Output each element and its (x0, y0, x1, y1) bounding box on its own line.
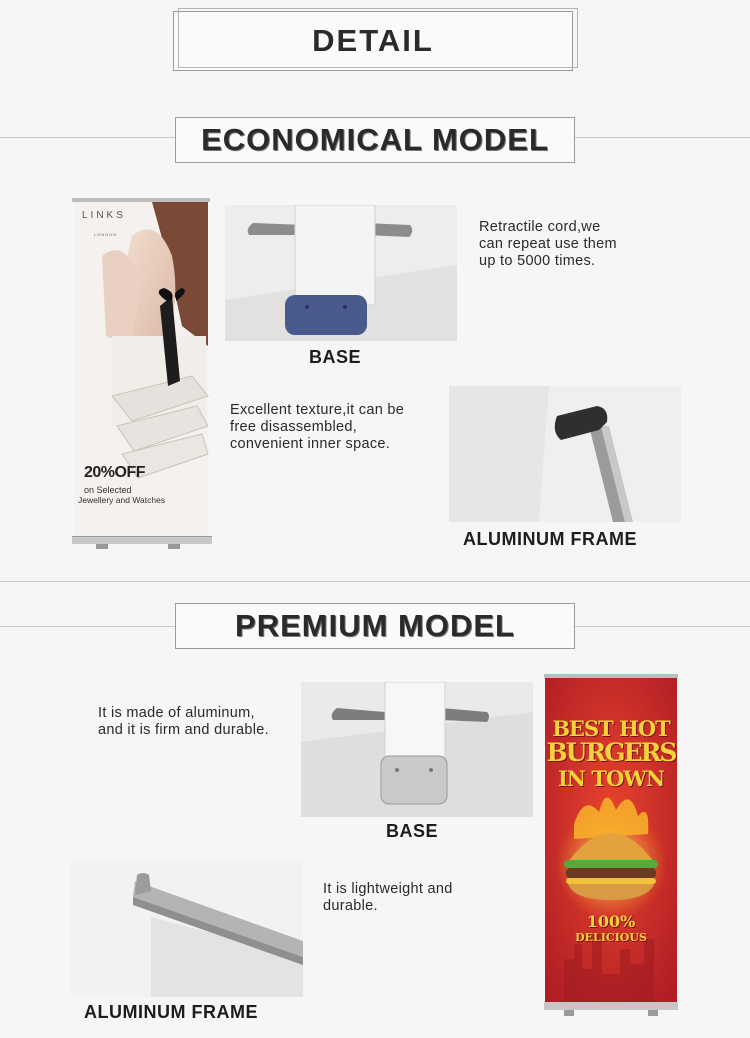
premium-frame-photo (71, 861, 303, 997)
premium-title-box (175, 603, 575, 649)
base-image (225, 205, 457, 341)
aluminum-frame-image (449, 386, 681, 522)
banner-line2: BURGERS (546, 738, 676, 767)
economical-title-box (175, 117, 575, 163)
economical-banner-stand (72, 196, 212, 552)
economical-frame-caption: ALUMINUM FRAME (463, 529, 637, 549)
banner-brand-sub: LONDON (94, 232, 118, 237)
premium-material-desc: It is made of aluminum, and it is firm and durable. (98, 705, 269, 738)
detail-title: DETAIL (312, 23, 434, 58)
banner-badge2: DELICIOUS (575, 931, 647, 944)
economical-base-photo (225, 205, 457, 341)
banner-brand: LINKS (82, 210, 126, 221)
banner-line3: IN TOWN (557, 766, 665, 791)
premium-weight-desc: It is lightweight and durable. (323, 881, 453, 914)
banner-offer-line2: Jewellery and Watches (78, 495, 166, 505)
banner-badge1: 100% (586, 912, 636, 931)
banner-offer: 20%OFF (84, 464, 146, 481)
economical-frame-photo (449, 386, 681, 522)
premium-base-caption: BASE (386, 821, 439, 841)
premium-title: PREMIUM MODEL (235, 608, 515, 643)
premium-base-photo (301, 682, 533, 817)
premium-banner-stand (544, 674, 678, 1026)
premium-frame-caption: ALUMINUM FRAME (84, 1002, 258, 1022)
banner-offer-line1: on Selected (84, 485, 132, 495)
premium-base-image (301, 682, 533, 817)
premium-frame-image (71, 861, 303, 997)
detail-title-box (173, 11, 573, 71)
economical-frame-desc: Excellent texture,it can be free disassembled, convenient inner space. (230, 402, 405, 452)
stand-foot-right (168, 544, 180, 549)
banner-line1: BEST HOT (552, 716, 670, 741)
stand-foot-left (96, 544, 108, 549)
economical-base-caption: BASE (309, 347, 362, 367)
divider-middle (0, 581, 750, 582)
stand-base (72, 536, 212, 544)
economical-title: ECONOMICAL MODEL (201, 122, 549, 157)
economical-base-desc: Retractile cord,we can repeat use them up to 5000 times. (479, 219, 617, 269)
